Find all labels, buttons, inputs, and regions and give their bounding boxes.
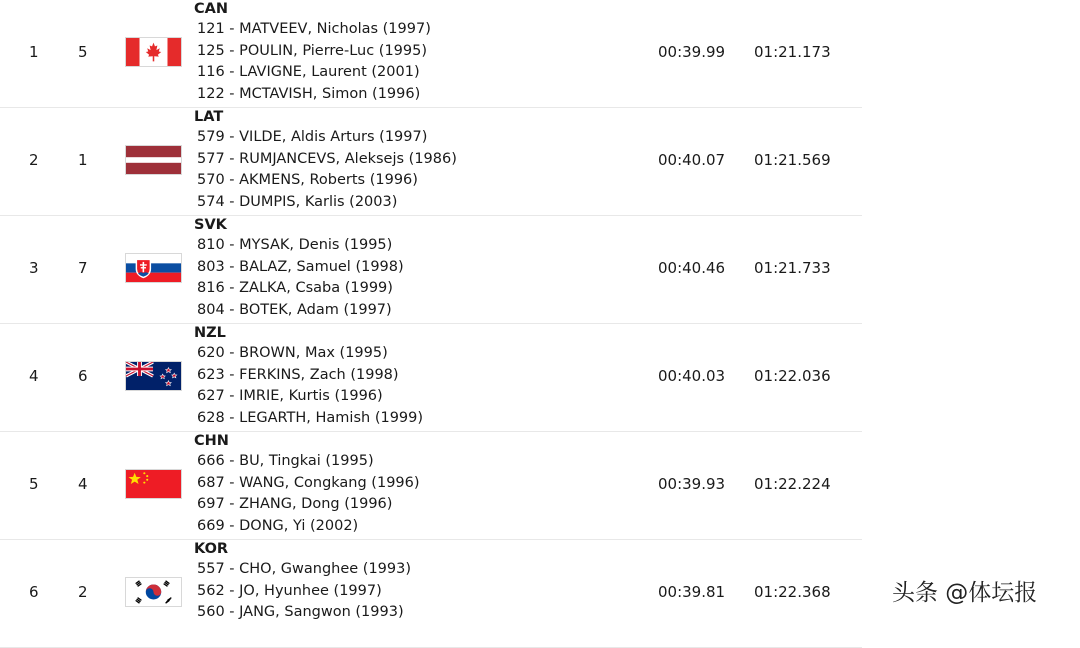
athlete-list	[197, 127, 457, 213]
athlete-list	[197, 235, 404, 321]
athlete-entry: 121 - MATVEEV, Nicholas (1997)	[197, 21, 431, 37]
rank-cell: 4	[29, 367, 39, 385]
latvia-flag-icon	[125, 145, 182, 175]
athlete-list	[197, 19, 431, 105]
lane-cell: 7	[78, 259, 88, 277]
lane-cell: 6	[78, 367, 88, 385]
rank-cell: 1	[29, 43, 39, 61]
china-flag-icon	[125, 469, 182, 499]
split-time: 00:40.03	[658, 367, 726, 385]
total-time: 01:22.224	[754, 475, 831, 493]
watermark: 头条 @体坛报	[892, 580, 1038, 606]
country-code: SVK	[194, 217, 227, 233]
athlete-entry: 574 - DUMPIS, Karlis (2003)	[197, 193, 398, 210]
athlete-list	[197, 451, 420, 537]
athlete-list	[197, 559, 411, 624]
athlete-entry: 560 - JANG, Sangwon (1993)	[197, 604, 404, 620]
country-code: NZL	[194, 325, 226, 341]
split-time: 00:39.81	[658, 583, 726, 601]
athlete-entry: 666 - BU, Tingkai (1995)	[197, 453, 374, 469]
canada-flag-icon	[125, 37, 182, 67]
athlete-entry: 577 - RUMJANCEVS, Aleksejs (1986)	[197, 150, 457, 167]
new-zealand-flag-icon	[125, 361, 182, 391]
country-code: LAT	[194, 109, 224, 125]
athlete-entry: 804 - BOTEK, Adam (1997)	[197, 301, 392, 318]
athlete-entry: 810 - MYSAK, Denis (1995)	[197, 237, 393, 253]
athlete-entry: 570 - AKMENS, Roberts (1996)	[197, 172, 418, 188]
total-time: 01:21.569	[754, 151, 831, 169]
athlete-entry: 623 - FERKINS, Zach (1998)	[197, 366, 399, 383]
result-row	[0, 216, 1080, 324]
total-time: 01:22.368	[754, 583, 831, 601]
athlete-entry: 122 - MCTAVISH, Simon (1996)	[197, 85, 421, 102]
split-time: 00:39.93	[658, 475, 726, 493]
rank-cell: 5	[29, 475, 39, 493]
country-code: KOR	[194, 541, 229, 557]
athlete-entry: 669 - DONG, Yi (2002)	[197, 517, 359, 534]
athlete-entry: 620 - BROWN, Max (1995)	[197, 345, 388, 361]
rank-cell: 3	[29, 259, 39, 277]
lane-cell: 4	[78, 475, 88, 493]
athlete-entry: 627 - IMRIE, Kurtis (1996)	[197, 388, 383, 404]
total-time: 01:21.173	[754, 43, 831, 61]
athlete-entry: 816 - ZALKA, Csaba (1999)	[197, 280, 393, 296]
athlete-entry: 557 - CHO, Gwanghee (1993)	[197, 561, 412, 577]
rank-cell: 6	[29, 583, 39, 601]
rank-cell: 2	[29, 151, 39, 169]
athlete-list	[197, 343, 423, 429]
split-time: 00:39.99	[658, 43, 726, 61]
slovakia-flag-icon	[125, 253, 182, 283]
athlete-entry: 562 - JO, Hyunhee (1997)	[197, 582, 382, 599]
south-korea-flag-icon	[125, 577, 182, 607]
athlete-entry: 125 - POULIN, Pierre-Luc (1995)	[197, 42, 428, 59]
athlete-entry: 697 - ZHANG, Dong (1996)	[197, 496, 393, 512]
result-row	[0, 108, 1080, 216]
athlete-entry: 803 - BALAZ, Samuel (1998)	[197, 258, 404, 275]
result-row	[0, 432, 1080, 540]
split-time: 00:40.07	[658, 151, 726, 169]
lane-cell: 5	[78, 43, 88, 61]
result-row	[0, 0, 1080, 108]
athlete-entry: 116 - LAVIGNE, Laurent (2001)	[197, 64, 420, 80]
athlete-entry: 628 - LEGARTH, Hamish (1999)	[197, 409, 424, 426]
total-time: 01:22.036	[754, 367, 831, 385]
split-time: 00:40.46	[658, 259, 726, 277]
country-code: CHN	[194, 433, 229, 449]
athlete-entry: 579 - VILDE, Aldis Arturs (1997)	[197, 129, 428, 145]
lane-cell: 1	[78, 151, 88, 169]
result-row	[0, 324, 1080, 432]
lane-cell: 2	[78, 583, 88, 601]
total-time: 01:21.733	[754, 259, 831, 277]
country-code: CAN	[194, 1, 228, 17]
athlete-entry: 687 - WANG, Congkang (1996)	[197, 474, 420, 491]
